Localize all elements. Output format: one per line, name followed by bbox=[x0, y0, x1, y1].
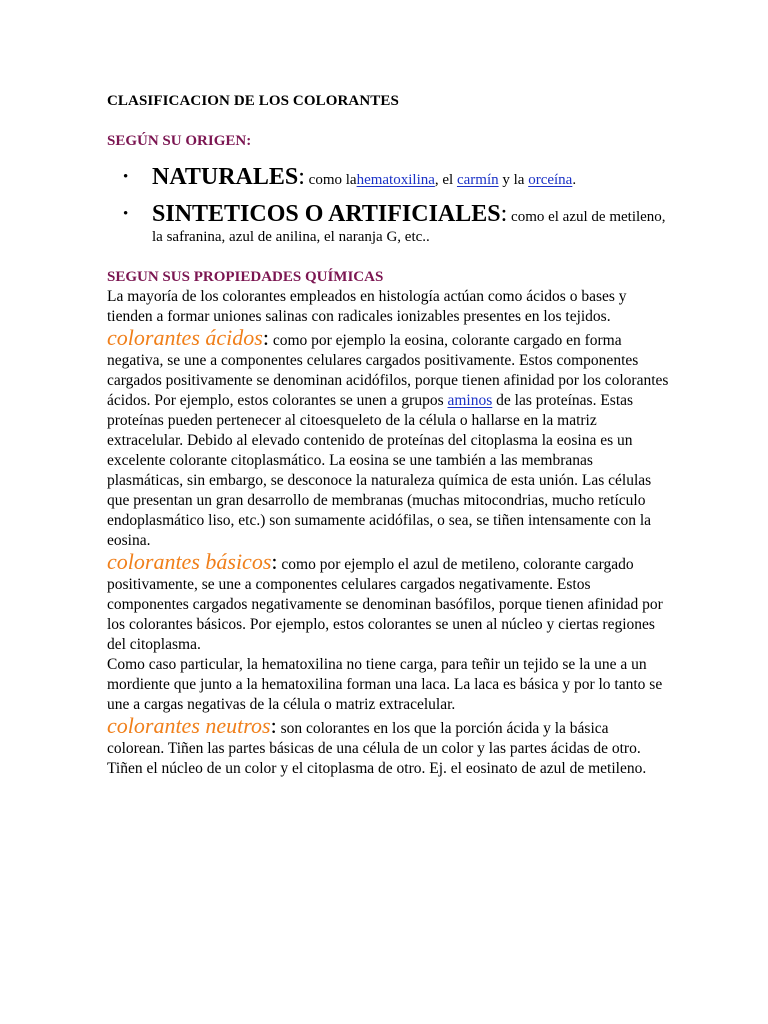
naturales-text-mid1: , el bbox=[434, 172, 457, 188]
term-colon: : bbox=[298, 164, 305, 190]
link-aminos[interactable]: aminos bbox=[447, 392, 493, 409]
term-colon: : bbox=[271, 549, 278, 574]
sinteticos-text: como el azul de metileno, la safranina, azul de anilina, el naranja G, etc.. bbox=[152, 209, 666, 245]
term-colon: : bbox=[270, 713, 277, 738]
term-colon: : bbox=[500, 201, 508, 227]
paragraph-colorantes-neutros bbox=[107, 715, 669, 779]
intro-paragraph: La mayoría de los colorantes empleados en histología actúan como ácidos o bases y tienden a formar uniones salinas con radicales ionizables presentes en los tejidos. bbox=[107, 288, 627, 325]
heading-segun-su-origen: SEGÚN SU ORIGEN: bbox=[107, 133, 252, 149]
basicos-text-2: Como caso particular, la hematoxilina no tiene carga, para teñir un tejido se la une a un mordiente que junto a la hematoxilina forman una laca. La laca es básica y por lo tanto se une a cargas negativas de la célula o matriz extracelular. bbox=[107, 656, 663, 713]
document-title: CLASIFICACION DE LOS COLORANTES bbox=[107, 93, 399, 109]
bullet-icon: • bbox=[123, 206, 129, 222]
naturales-text-after: . bbox=[572, 172, 577, 188]
list-item-naturales bbox=[107, 165, 669, 190]
link-hematoxilina[interactable]: hematoxilina bbox=[356, 172, 435, 188]
bullet-icon: • bbox=[123, 169, 129, 185]
term-naturales: NATURALES bbox=[152, 164, 299, 190]
term-colorantes-acidos: colorantes ácidos bbox=[107, 325, 263, 350]
document-page bbox=[107, 92, 669, 779]
origin-list bbox=[107, 165, 669, 247]
neutros-text: son colorantes en los que la porción ácida y la básica colorean. Tiñen las partes básicas de una célula de un color y las partes ácidas de otro. Tiñen el núcleo de un color y el citoplasma de otro. Ej. el eosinato de azul de metileno. bbox=[107, 720, 647, 777]
term-colorantes-neutros: colorantes neutros bbox=[107, 713, 271, 738]
link-orceina[interactable]: orceína bbox=[528, 172, 573, 188]
acidos-text-before: como por ejemplo la eosina, colorante cargado en forma negativa, se une a componentes celulares cargados positivamente. Estos componentes cargados positivamente se denominan acidófilos, porque tienen afinidad por los colorantes ácidos. Por ejemplo, estos colorantes se unen a grupos bbox=[107, 332, 669, 409]
acidos-text-after: de las proteínas. Estas proteínas pueden pertenecer al citoesqueleto de la célula o hallarse en la matriz extracelular. Debido al elevado contenido de proteínas del citoplasma la eosina es un excelente colorante citoplasmático. La eosina se une también a las membranas plasmáticas, sin embargo, se desconoce la naturaleza química de esta unión. Las células que presentan un gran desarrollo de membranas (muchas mitocondrias, mucho retículo endoplasmático liso, etc.) son sumamente acidófilas, o sea, se tiñen intensamente con la eosina. bbox=[107, 392, 652, 549]
paragraph-colorantes-basicos bbox=[107, 551, 669, 715]
list-item-sinteticos bbox=[107, 202, 669, 247]
link-carmin[interactable]: carmín bbox=[456, 172, 499, 188]
naturales-text-mid2: y la bbox=[498, 172, 529, 188]
term-colon: : bbox=[262, 325, 269, 350]
paragraph-colorantes-acidos bbox=[107, 327, 669, 551]
naturales-text-before: como la bbox=[304, 172, 357, 188]
basicos-text: como por ejemplo el azul de metileno, colorante cargado positivamente, se une a componentes celulares cargados negativamente. Estos componentes cargados negativamente se denominan basófilos, porque tienen afinidad por los colorantes básicos. Por ejemplo, estos colorantes se unen al núcleo y ciertas regiones del citoplasma. bbox=[107, 556, 663, 653]
term-colorantes-basicos: colorantes básicos bbox=[107, 549, 272, 574]
heading-propiedades-quimicas: SEGUN SUS PROPIEDADES QUÍMICAS bbox=[107, 269, 384, 285]
term-sinteticos: SINTETICOS O ARTIFICIALES bbox=[152, 201, 501, 227]
